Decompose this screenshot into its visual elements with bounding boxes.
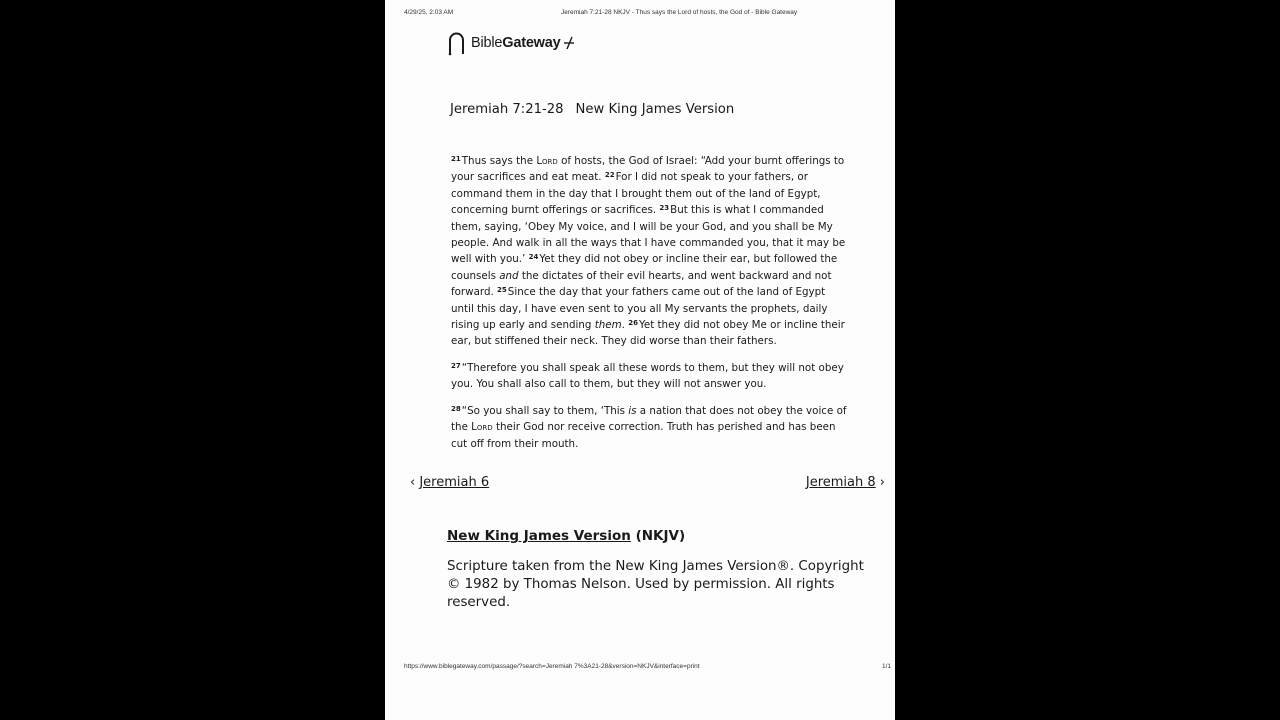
passage-text — [451, 153, 849, 462]
next-chapter-label[interactable]: Jeremiah 8 — [805, 475, 876, 490]
logo-arch-icon — [446, 30, 466, 56]
verse-22-text: For I did not speak to your fathers, or command them in the day that I brought them out of the land of Egypt, concerning burnt offerings or sacrifices. — [451, 171, 821, 217]
verse-number: 28 — [451, 404, 461, 413]
bible-gateway-logo[interactable] — [446, 30, 577, 56]
verse-number: 25 — [497, 286, 507, 295]
verse-number: 21 — [451, 155, 461, 163]
lord-small-caps: Lord — [471, 421, 493, 434]
verse-27-text: “Therefore you shall speak all these words to them, but they will not obey you. You shall also call to them, but they will not answer you. — [451, 361, 844, 391]
logo-plus-icon — [563, 36, 577, 50]
italic-word: and — [499, 269, 519, 282]
verse-23-text: But this is what I commanded them, saying, ‘Obey My voice, and I will be your God, and you shall be My people. And walk in all the ways that I have commanded you, that it may be well with you.’ — [451, 204, 846, 266]
verse-number: 23 — [659, 204, 670, 213]
version-heading — [447, 528, 685, 544]
verse-24-text-cont: the dictates of their evil hearts, and went backward and not forward. — [451, 269, 832, 299]
chevron-left-icon: ‹ — [410, 475, 416, 490]
version-link[interactable]: New King James Version — [447, 528, 631, 544]
print-page-number: 1/1 — [882, 663, 892, 670]
passage-version: New King James Version — [575, 102, 735, 117]
version-abbr: (NKJV) — [635, 528, 686, 544]
verse-28-text-cont: a nation that does not obey the voice of the — [451, 404, 847, 434]
chevron-right-icon: › — [879, 475, 885, 490]
prev-chapter-link[interactable] — [410, 475, 489, 490]
paragraph-2 — [451, 360, 849, 393]
verse-28-text: “So you shall say to them, ‘This — [461, 404, 629, 417]
print-date: 4/29/25, 2:03 AM — [404, 9, 454, 16]
paragraph-1 — [451, 153, 849, 350]
print-url: https://www.biblegateway.com/passage/?search=Jeremiah 7%3A21-28&version=NKJV&interface=print — [404, 663, 700, 670]
verse-28-text-end: their God nor receive correction. Truth has perished and has been cut off from their mouth. — [451, 421, 836, 450]
verse-25-text: Since the day that your fathers came out of the land of Egypt until this day, I have even sent to you all My servants the prophets, daily rising up early and sending — [451, 286, 828, 332]
logo-gateway-text: Gateway — [502, 35, 561, 51]
copyright-notice: Scripture taken from the New King James Version®. Copyright © 1982 by Thomas Nelson. Used by permission. All rights reserved. — [447, 559, 864, 610]
verse-number: 24 — [528, 253, 539, 262]
passage-title — [450, 102, 734, 117]
lord-small-caps: Lord — [536, 155, 558, 167]
logo-bible-text: Bible — [471, 35, 503, 51]
paragraph-3 — [451, 403, 849, 452]
next-chapter-link[interactable] — [806, 475, 885, 490]
verse-number: 22 — [604, 171, 615, 180]
verse-number: 27 — [451, 361, 461, 370]
italic-word: is — [628, 404, 637, 417]
verse-24-text: Yet they did not obey or incline their ear, but followed the counsels — [451, 253, 838, 282]
verse-26-text: Yet they did not obey Me or incline their ear, but stiffened their neck. They did worse than their fathers. — [451, 319, 845, 348]
verse-21-text: Thus says the — [461, 155, 537, 167]
printed-page — [385, 0, 895, 720]
verse-25-text-cont: . — [621, 319, 625, 332]
print-title: Jeremiah 7:21-28 NKJV - Thus says the Lord of hosts, the God of - Bible Gateway — [561, 9, 798, 16]
italic-word: them — [594, 319, 622, 332]
verse-21-text-cont: of hosts, the God of Israel: “Add your burnt offerings to your sacrifices and eat meat. — [451, 155, 845, 184]
verse-number: 26 — [628, 319, 638, 328]
passage-reference: Jeremiah 7:21-28 — [450, 102, 564, 117]
prev-chapter-label[interactable]: Jeremiah 6 — [419, 475, 490, 490]
